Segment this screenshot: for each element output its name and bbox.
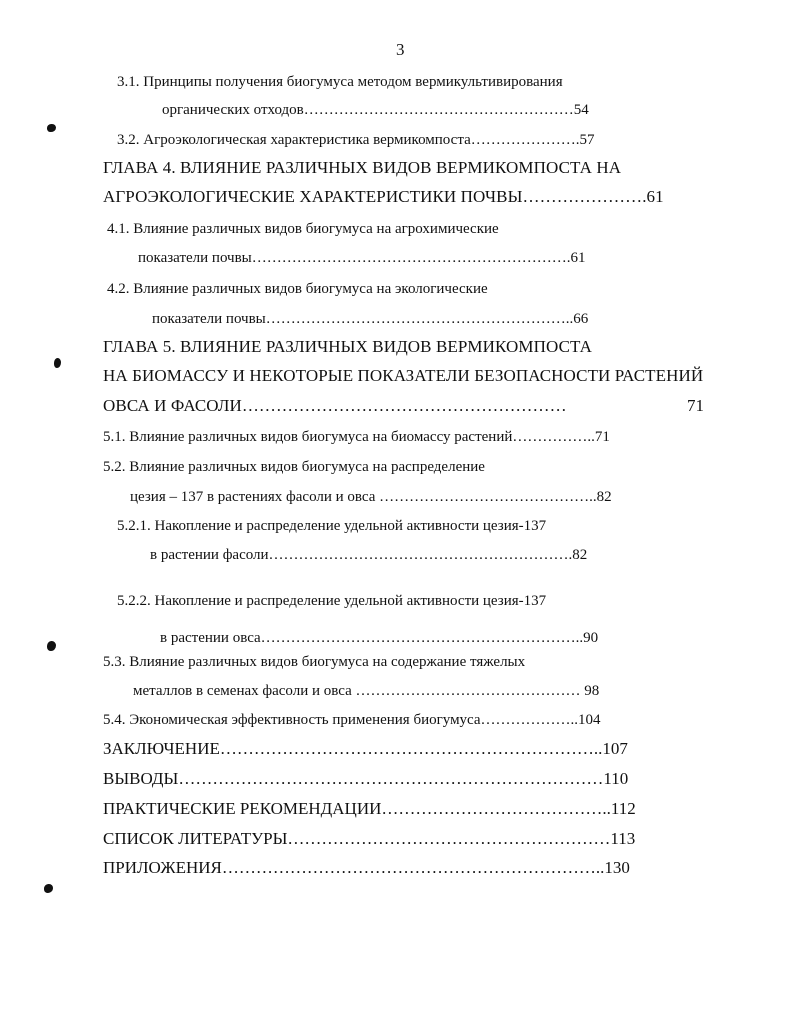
punch-mark bbox=[47, 124, 56, 132]
punch-mark bbox=[54, 358, 61, 368]
toc-entry-3-2: 3.2. Агроэкологическая характеристика вермикомпоста………………….57 bbox=[117, 132, 595, 148]
toc-chapter-5-page: 71 bbox=[687, 396, 704, 415]
toc-entry-5-1: 5.1. Влияние различных видов биогумуса на биомассу растений……………..71 bbox=[103, 429, 610, 445]
toc-entry-4-2-cont: показатели почвы……………………………………………………..66 bbox=[152, 311, 589, 327]
toc-entry-5-4: 5.4. Экономическая эффективность применения биогумуса………………..104 bbox=[103, 712, 601, 728]
toc-entry-5-2-2: 5.2.2. Накопление и распределение удельной активности цезия-137 bbox=[117, 593, 547, 609]
toc-entry-4-1-cont: показатели почвы……………………………………………………….61 bbox=[138, 250, 586, 266]
toc-chapter-5-cont-2: ОВСА И ФАСОЛИ………………………………………………… bbox=[103, 396, 567, 415]
page-number: 3 bbox=[396, 40, 405, 59]
toc-references: СПИСОК ЛИТЕРАТУРЫ…………………………………………………113 bbox=[103, 829, 636, 848]
toc-recommendations: ПРАКТИЧЕСКИЕ РЕКОМЕНДАЦИИ…………………………………..112 bbox=[103, 799, 636, 818]
toc-chapter-4: ГЛАВА 4. ВЛИЯНИЕ РАЗЛИЧНЫХ ВИДОВ ВЕРМИКОМПОСТА НА bbox=[103, 158, 622, 177]
toc-appendices: ПРИЛОЖЕНИЯ…………………………………………………………..130 bbox=[103, 858, 630, 877]
toc-entry-5-2-cont: цезия – 137 в растениях фасоли и овса ……………………………………..82 bbox=[130, 489, 612, 505]
toc-entry-5-3-cont: металлов в семенах фасоли и овса ……………………………………… 98 bbox=[133, 683, 600, 699]
toc-conclusion: ЗАКЛЮЧЕНИЕ…………………………………………………………..107 bbox=[103, 739, 628, 758]
punch-mark bbox=[44, 884, 53, 893]
toc-entry-5-2-1-cont: в растении фасоли…………………………………………………….82 bbox=[150, 547, 588, 563]
toc-chapter-5-cont: НА БИОМАССУ И НЕКОТОРЫЕ ПОКАЗАТЕЛИ БЕЗОПАСНОСТИ РАСТЕНИЙ bbox=[103, 366, 704, 385]
toc-chapter-4-cont: АГРОЭКОЛОГИЧЕСКИЕ ХАРАКТЕРИСТИКИ ПОЧВЫ………………….61 bbox=[103, 187, 664, 206]
toc-entry-5-2-1: 5.2.1. Накопление и распределение удельной активности цезия-137 bbox=[117, 518, 547, 534]
toc-findings: ВЫВОДЫ…………………………………………………………………110 bbox=[103, 769, 629, 788]
toc-entry-3-1: 3.1. Принципы получения биогумуса методом вермикультивирования bbox=[117, 74, 563, 90]
toc-entry-5-2: 5.2. Влияние различных видов биогумуса на распределение bbox=[103, 459, 485, 475]
punch-mark bbox=[47, 641, 56, 651]
toc-entry-3-1-cont: органических отходов………………………………………………54 bbox=[162, 102, 589, 118]
toc-entry-5-2-2-cont: в растении овса………………………………………………………..90 bbox=[160, 630, 599, 646]
toc-entry-4-2: 4.2. Влияние различных видов биогумуса на экологические bbox=[107, 281, 488, 297]
toc-chapter-5: ГЛАВА 5. ВЛИЯНИЕ РАЗЛИЧНЫХ ВИДОВ ВЕРМИКОМПОСТА bbox=[103, 337, 593, 356]
toc-entry-5-3: 5.3. Влияние различных видов биогумуса на содержание тяжелых bbox=[103, 654, 526, 670]
toc-entry-4-1: 4.1. Влияние различных видов биогумуса на агрохимические bbox=[107, 221, 499, 237]
